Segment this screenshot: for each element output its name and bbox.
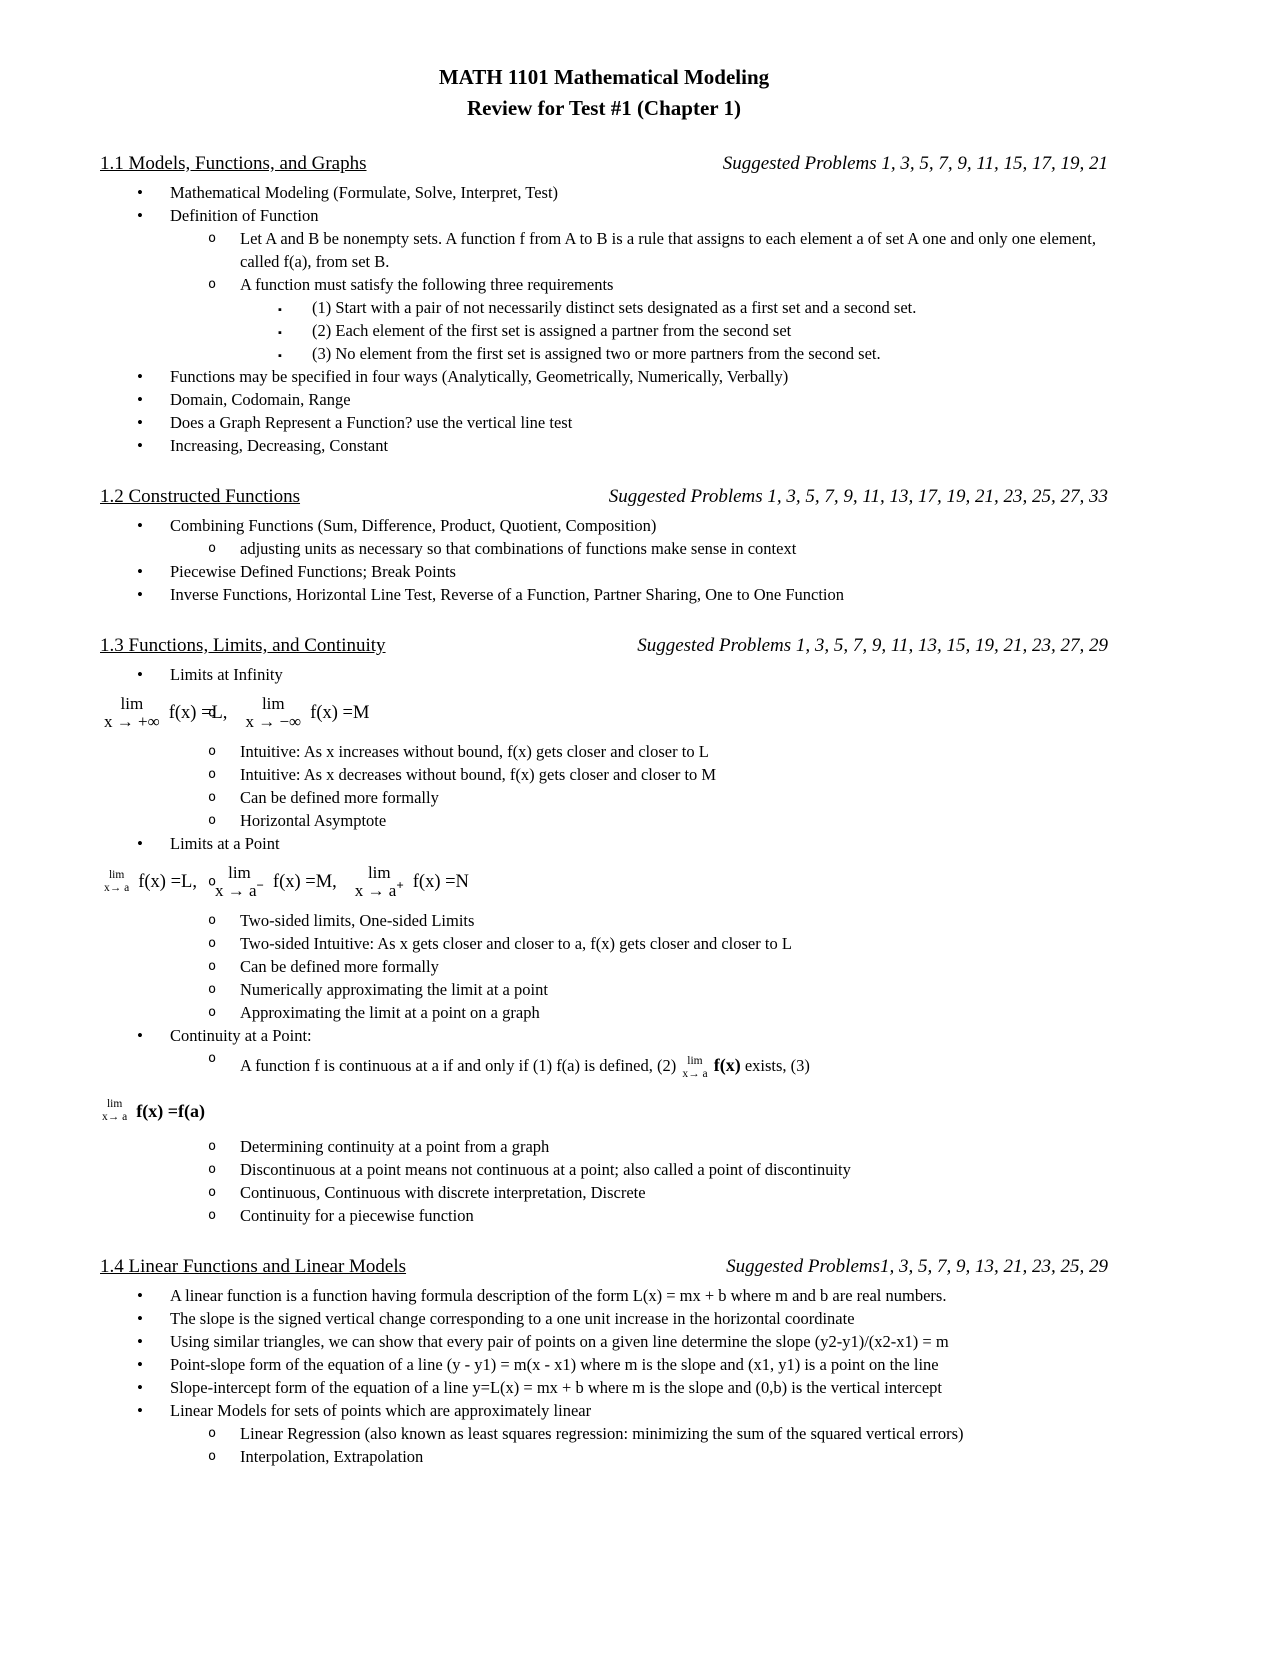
bullet-icon bbox=[137, 204, 143, 227]
list-item-text: Domain, Codomain, Range bbox=[170, 390, 351, 409]
lim-subscript bbox=[214, 877, 264, 900]
list-item bbox=[100, 1284, 1108, 1307]
list-item-text: Does a Graph Represent a Function? use the vertical line test bbox=[170, 413, 573, 432]
lim-subscript: x→ a bbox=[682, 1068, 708, 1081]
bullet-icon bbox=[137, 663, 143, 686]
list-item bbox=[100, 1330, 1108, 1353]
bullet-icon bbox=[137, 1307, 143, 1330]
limit-expression: f(x) =f(a) bbox=[136, 1100, 205, 1121]
list-item-text: Intuitive: As x decreases without bound, f(x) gets closer and closer to M bbox=[240, 765, 717, 784]
list-item bbox=[100, 1158, 1108, 1181]
minus-superscript: − bbox=[256, 877, 264, 893]
lim-label: lim bbox=[261, 693, 285, 713]
list-item-text: Inverse Functions, Horizontal Line Test, Reverse of a Function, Partner Sharing, One to One Function bbox=[170, 585, 844, 604]
list-item-text: A function must satisfy the following three requirements bbox=[240, 275, 614, 294]
list-item bbox=[100, 1024, 1108, 1047]
bullet-icon bbox=[137, 560, 143, 583]
list-item-text: Two-sided Intuitive: As x gets closer and closer to a, f(x) gets closer and closer to L bbox=[240, 934, 792, 953]
circle-marker-icon bbox=[208, 702, 216, 725]
circle-marker-icon bbox=[208, 1158, 216, 1181]
list-item bbox=[100, 932, 1108, 955]
continuity-pre-text: A function f is continuous at a if and only if (1) f(a) is defined, (2) bbox=[240, 1056, 677, 1075]
list-item-text: Continuous, Continuous with discrete interpretation, Discrete bbox=[240, 1183, 646, 1203]
list-item bbox=[100, 181, 1108, 204]
list-item bbox=[100, 296, 1108, 319]
continuity-definition bbox=[100, 1047, 1108, 1087]
list-item bbox=[100, 1307, 1108, 1330]
lim-subscript: x → −∞ bbox=[245, 712, 302, 731]
bullet-icon bbox=[137, 434, 143, 457]
circle-marker-icon bbox=[208, 273, 216, 296]
bullet-icon bbox=[137, 1330, 143, 1353]
circle-marker-icon bbox=[208, 1204, 216, 1227]
limit-expression: f(x) =N bbox=[412, 871, 469, 892]
lim-label: lim bbox=[228, 862, 251, 882]
lim-label: lim bbox=[106, 1098, 123, 1111]
circle-marker-icon bbox=[208, 809, 216, 832]
list-item bbox=[100, 909, 1108, 932]
circle-marker-icon bbox=[208, 227, 216, 250]
circle-marker-icon bbox=[208, 537, 216, 560]
lim-subscript: x→ a bbox=[102, 1111, 128, 1124]
list-item bbox=[100, 319, 1108, 342]
list-item-text: Can be defined more formally bbox=[240, 788, 439, 807]
list-item bbox=[100, 1399, 1108, 1422]
list-item-text: Intuitive: As x increases without bound, f(x) gets closer and closer to L bbox=[240, 742, 709, 761]
bullet-icon bbox=[137, 1284, 143, 1307]
list-item bbox=[100, 1001, 1108, 1024]
bullet-icon bbox=[137, 583, 143, 606]
list-item bbox=[100, 1353, 1108, 1376]
list-item-text: Determining continuity at a point from a graph bbox=[240, 1137, 550, 1157]
limit-expression: f(x) =L, bbox=[168, 702, 228, 723]
list-item-text: Linear Models for sets of points which are approximately linear bbox=[170, 1401, 592, 1421]
list-item-text: Limits at a Point bbox=[170, 834, 280, 853]
list-item bbox=[100, 273, 1108, 296]
lim-subscript: x→ a bbox=[104, 882, 130, 894]
list-item-text: A linear function is a function having formula description of the form L(x) = mx + b where m and b are real numbers. bbox=[170, 1286, 947, 1306]
list-item-text: The slope is the signed vertical change corresponding to a one unit increase in the horizontal coordinate bbox=[170, 1309, 855, 1329]
list-item bbox=[100, 978, 1108, 1001]
lim-label: lim bbox=[120, 693, 144, 713]
list-item-text: Let A and B be nonempty sets. A function f from A to B is a rule that assigns to each element a of set A one and only one element, called f(a), from set B. bbox=[240, 229, 1097, 271]
section-heading: 1.1 Models, Functions, and Graphs bbox=[100, 153, 367, 174]
list-item bbox=[100, 1181, 1108, 1204]
list-item bbox=[100, 663, 1108, 686]
limits-at-a-point-formula bbox=[100, 855, 1108, 909]
list-item bbox=[100, 583, 1108, 606]
bullet-icon bbox=[137, 832, 143, 855]
circle-marker-icon bbox=[208, 909, 216, 932]
list-item bbox=[100, 740, 1108, 763]
lim-subscript-text: x → a bbox=[214, 881, 257, 900]
section-1-1 bbox=[100, 153, 1108, 457]
circle-marker-icon bbox=[208, 978, 216, 1001]
section-heading: 1.2 Constructed Functions bbox=[100, 486, 301, 507]
bullet-icon bbox=[137, 365, 143, 388]
section-1-2 bbox=[100, 486, 1108, 606]
list-item bbox=[100, 204, 1108, 227]
circle-marker-icon bbox=[208, 955, 216, 978]
limit-stack bbox=[355, 864, 404, 901]
circle-marker-icon bbox=[208, 932, 216, 955]
continuity-post-text: exists, (3) bbox=[744, 1056, 810, 1075]
list-item-text: Point-slope form of the equation of a line (y - y1) = m(x - x1) where m is the slope and (x1, y1) is a point on the line bbox=[170, 1355, 939, 1375]
lim-label: lim bbox=[108, 868, 125, 881]
list-item-text: Functions may be specified in four ways (Analytically, Geometrically, Numerically, Verbally) bbox=[170, 367, 789, 386]
list-item-text: Numerically approximating the limit at a point bbox=[240, 980, 548, 999]
lim-label: lim bbox=[367, 862, 391, 882]
list-item-text: Approximating the limit at a point on a graph bbox=[240, 1003, 540, 1022]
list-item-text: Linear Regression (also known as least squares regression: minimizing the sum of the squared vertical errors) bbox=[240, 1424, 964, 1444]
bullet-icon bbox=[137, 1024, 143, 1047]
bullet-icon bbox=[137, 514, 143, 537]
section-heading: 1.4 Linear Functions and Linear Models bbox=[100, 1256, 407, 1278]
list-item bbox=[100, 1422, 1108, 1445]
limit-stack bbox=[215, 864, 264, 901]
section-header bbox=[100, 153, 1108, 175]
list-item-text: Two-sided limits, One-sided Limits bbox=[240, 911, 475, 930]
limit-expression: f(x) =L, bbox=[138, 871, 197, 892]
list-item bbox=[100, 560, 1108, 583]
list-item bbox=[100, 786, 1108, 809]
limits-at-infinity-formula bbox=[100, 686, 1108, 740]
list-item-text: Discontinuous at a point means not continuous at a point; also called a point of discontinuity bbox=[240, 1160, 851, 1180]
list-item bbox=[100, 1135, 1108, 1158]
circle-marker-icon bbox=[208, 786, 216, 809]
section-header bbox=[100, 1256, 1108, 1278]
list-item bbox=[100, 365, 1108, 388]
section-1-3 bbox=[100, 635, 1108, 1227]
limit-stack bbox=[104, 695, 160, 732]
list-item-text: Mathematical Modeling (Formulate, Solve, Interpret, Test) bbox=[170, 183, 559, 202]
list-item bbox=[100, 1204, 1108, 1227]
circle-marker-icon bbox=[208, 763, 216, 786]
list-item bbox=[100, 537, 1108, 560]
bullet-icon bbox=[137, 411, 143, 434]
circle-marker-icon bbox=[208, 871, 216, 894]
title-line-1: MATH 1101 Mathematical Modeling bbox=[438, 65, 770, 89]
list-item-text: Continuity for a piecewise function bbox=[240, 1206, 474, 1226]
document-title bbox=[100, 62, 1108, 124]
list-item-text: Interpolation, Extrapolation bbox=[240, 1447, 424, 1467]
bullet-icon bbox=[137, 388, 143, 411]
list-item-text: Horizontal Asymptote bbox=[240, 811, 387, 830]
list-item bbox=[100, 227, 1108, 273]
bullet-icon bbox=[137, 1376, 143, 1399]
list-item bbox=[100, 411, 1108, 434]
list-item-text: (3) No element from the first set is assigned two or more partners from the second set. bbox=[312, 344, 881, 363]
suggested-problems: Suggested Problems 1, 3, 5, 7, 9, 11, 13, 15, 19, 21, 23, 27, 29 bbox=[637, 635, 1108, 656]
list-item-text: Combining Functions (Sum, Difference, Product, Quotient, Composition) bbox=[170, 516, 657, 535]
list-item-text: Piecewise Defined Functions; Break Points bbox=[170, 562, 456, 581]
list-item bbox=[100, 1445, 1108, 1468]
limit-stack bbox=[245, 695, 301, 732]
list-item bbox=[100, 514, 1108, 537]
list-item-text: Definition of Function bbox=[170, 206, 319, 225]
list-item-text: Continuity at a Point: bbox=[170, 1026, 312, 1045]
plus-superscript: + bbox=[396, 877, 404, 893]
lim-subscript: x → +∞ bbox=[104, 712, 160, 731]
section-heading: 1.3 Functions, Limits, and Continuity bbox=[100, 635, 386, 656]
suggested-problems: Suggested Problems 1, 3, 5, 7, 9, 11, 13, 17, 19, 21, 23, 25, 27, 33 bbox=[608, 486, 1108, 507]
list-item-text: Slope-intercept form of the equation of a line y=L(x) = mx + b where m is the slope and (0,b) is the vertical intercept bbox=[170, 1378, 943, 1398]
lim-label: lim bbox=[687, 1055, 703, 1067]
limit-stack bbox=[104, 869, 129, 895]
circle-marker-icon bbox=[208, 1047, 216, 1070]
section-header bbox=[100, 635, 1108, 657]
lim-subscript bbox=[354, 877, 404, 900]
list-item-text: adjusting units as necessary so that combinations of functions make sense in context bbox=[240, 539, 797, 558]
list-item-text: (1) Start with a pair of not necessarily distinct sets designated as a first set and a second set. bbox=[312, 298, 917, 317]
bullet-icon bbox=[137, 1353, 143, 1376]
list-item-text: Using similar triangles, we can show that every pair of points on a given line determine the slope (y2-y1)/(x2-x1) = m bbox=[170, 1332, 949, 1352]
list-item bbox=[100, 832, 1108, 855]
list-item bbox=[100, 342, 1108, 365]
list-item-text: Limits at Infinity bbox=[170, 665, 283, 684]
list-item bbox=[100, 434, 1108, 457]
circle-marker-icon bbox=[208, 1135, 216, 1158]
list-item bbox=[100, 763, 1108, 786]
list-item bbox=[100, 809, 1108, 832]
list-item bbox=[100, 388, 1108, 411]
suggested-problems: Suggested Problems1, 3, 5, 7, 9, 13, 21, 23, 25, 29 bbox=[726, 1256, 1108, 1278]
list-item bbox=[100, 955, 1108, 978]
list-item-text: Can be defined more formally bbox=[240, 957, 439, 976]
circle-marker-icon bbox=[208, 1422, 216, 1445]
lim-subscript-text: x → a bbox=[354, 881, 397, 900]
list-item bbox=[100, 1376, 1108, 1399]
list-item-text: (2) Each element of the first set is assigned a partner from the second set bbox=[312, 321, 792, 340]
section-1-4 bbox=[100, 1256, 1108, 1468]
limit-expression: f(x) bbox=[713, 1055, 741, 1075]
limit-expression: f(x) =M, bbox=[272, 871, 337, 892]
bullet-icon bbox=[137, 1399, 143, 1422]
limit-stack bbox=[102, 1098, 127, 1124]
bullet-icon bbox=[137, 181, 143, 204]
circle-marker-icon bbox=[208, 1181, 216, 1204]
limit-stack bbox=[682, 1055, 707, 1081]
suggested-problems: Suggested Problems 1, 3, 5, 7, 9, 11, 15, 17, 19, 21 bbox=[722, 153, 1108, 174]
circle-marker-icon bbox=[208, 1445, 216, 1468]
section-header bbox=[100, 486, 1108, 508]
circle-marker-icon bbox=[208, 1001, 216, 1024]
circle-marker-icon bbox=[208, 740, 216, 763]
limit-expression: f(x) =M bbox=[310, 702, 370, 723]
continuity-formula bbox=[100, 1087, 1108, 1135]
list-item-text: Increasing, Decreasing, Constant bbox=[170, 436, 389, 455]
title-line-2: Review for Test #1 (Chapter 1) bbox=[467, 96, 741, 120]
